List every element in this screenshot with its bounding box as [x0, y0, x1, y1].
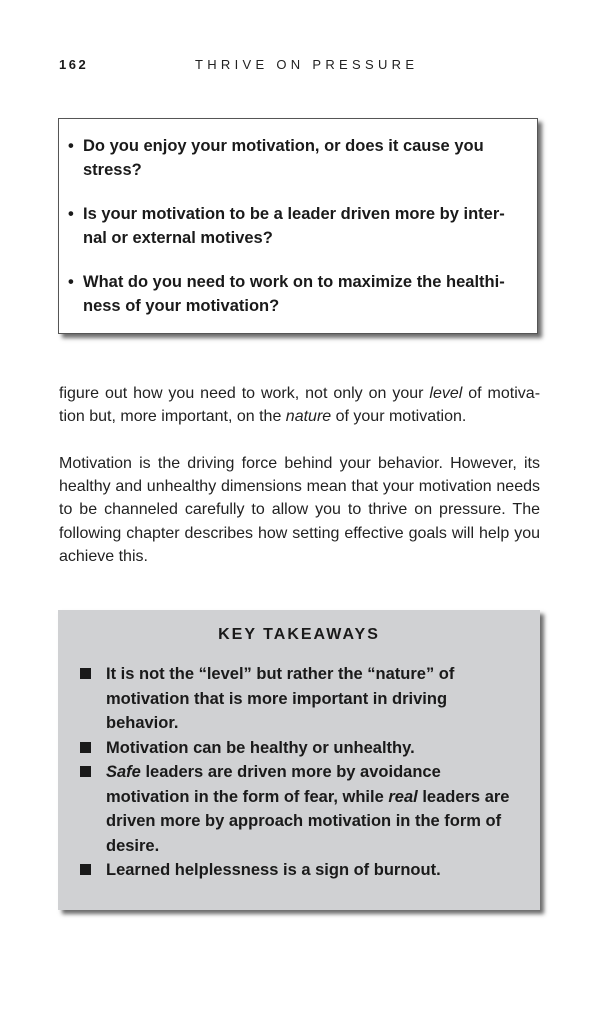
takeaway-item [58, 760, 540, 858]
emphasis-text: nature [285, 408, 332, 426]
key-takeaways-box [58, 610, 540, 910]
emphasis-text: level [429, 385, 463, 402]
takeaway-text: Learned helplessness is a sign of burnout. [106, 861, 441, 879]
key-takeaways-title: KEY TAKEAWAYS [218, 626, 380, 643]
reflection-questions-box [58, 118, 538, 334]
takeaway-item [58, 662, 540, 736]
emphasis-text: Safe [106, 763, 141, 781]
bullet-icon: • [68, 273, 74, 291]
takeaway-text: It is not the “level” but rather the “nature” of motivation that is more important in driving behavior. [106, 665, 455, 732]
question-item [65, 203, 519, 250]
body-text-run: of motivation but, more important, on the [59, 385, 541, 426]
square-bullet-icon [80, 668, 91, 679]
square-bullet-icon [80, 766, 91, 777]
question-text: Is your motivation to be a leader driven more by internal or external motives? [83, 205, 505, 247]
page-number: 162 [59, 57, 89, 72]
bullet-icon: • [68, 137, 74, 155]
bullet-icon: • [68, 205, 74, 223]
body-paragraph: Motivation is the driving force behind your behavior. However, its healthy and unhealthy dimensions mean that your motivation needs to be channeled carefully to allow you to thrive on pressure. The following chapter describes how setting effective goals will help you achieve this. [59, 455, 540, 565]
takeaway-item [58, 736, 540, 761]
question-item [65, 135, 519, 182]
question-text: Do you enjoy your motivation, or does it cause you stress? [83, 137, 484, 179]
takeaway-text [106, 763, 509, 855]
running-head: THRIVE ON PRESSURE [195, 57, 419, 72]
takeaway-item [58, 858, 540, 883]
body-text-run: figure out how you need to work, not only on your [59, 385, 430, 402]
takeaway-text: Motivation can be healthy or unhealthy. [106, 738, 415, 757]
takeaway-text-run: leaders are driven more by approach motivation in the form of desire. [106, 787, 510, 855]
question-item [65, 271, 519, 318]
square-bullet-icon [80, 864, 91, 875]
square-bullet-icon [80, 742, 91, 753]
emphasis-text: real [388, 787, 418, 806]
body-text-run: of your motivation. [331, 408, 467, 426]
body-paragraph [59, 382, 540, 428]
question-text: What do you need to work on to maximize the healthiness of your motivation? [83, 273, 505, 315]
takeaway-text-run: leaders are driven more by avoidance motivation in the form of fear, while [106, 763, 441, 806]
